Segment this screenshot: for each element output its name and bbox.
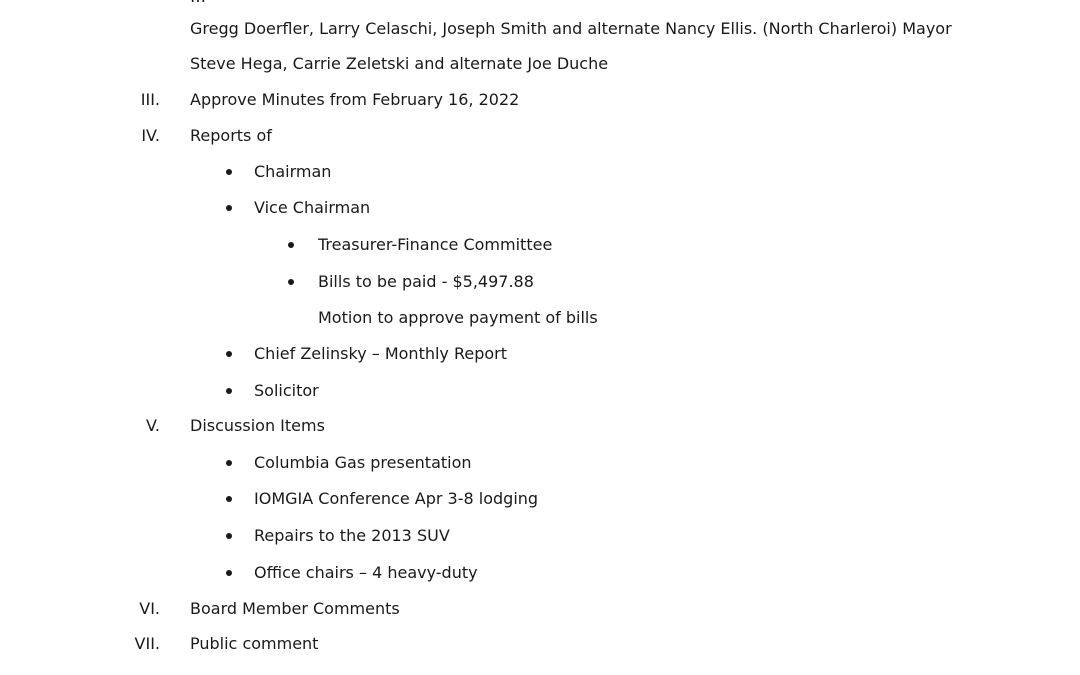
list-item-treasurer: Treasurer-Finance Committee — [318, 235, 553, 254]
bullet-icon — [226, 460, 232, 466]
list-item-columbia: Columbia Gas presentation — [254, 453, 472, 472]
item-vii-label: Public comment — [190, 634, 319, 653]
list-item-solicitor: Solicitor — [254, 381, 319, 400]
bullet-icon — [226, 496, 232, 502]
bullet-icon — [226, 570, 232, 576]
bullet-icon — [226, 533, 232, 539]
item-vi-label: Board Member Comments — [190, 599, 400, 618]
list-item-chief: Chief Zelinsky – Monthly Report — [254, 344, 508, 363]
bullet-icon — [288, 242, 294, 248]
item-v-label: Discussion Items — [190, 416, 325, 435]
list-item-iomgia: IOMGIA Conference Apr 3-8 lodging — [254, 489, 539, 508]
list-item-repairs: Repairs to the 2013 SUV — [254, 526, 450, 545]
roll-call-line-2: Steve Hega, Carrie Zeletski and alternate Joe Duche — [190, 54, 609, 73]
item-iv-numeral: IV. — [141, 126, 160, 145]
item-iii-numeral: III. — [140, 90, 160, 109]
item-vi-numeral: VI. — [139, 599, 160, 618]
list-item-chairs: Office chairs – 4 heavy-duty — [254, 563, 478, 582]
bullet-icon — [226, 169, 232, 175]
bullet-icon — [226, 351, 232, 357]
roll-call-line-1: Gregg Doerfler, Larry Celaschi, Joseph Smith and alternate Nancy Ellis. (North Charleroi) Mayor — [190, 19, 952, 38]
item-iv-label: Reports of — [190, 126, 272, 145]
list-item-bills: Bills to be paid - $5,497.88 — [318, 272, 534, 291]
item-vii-numeral: VII. — [134, 634, 160, 653]
list-item-chairman: Chairman — [254, 162, 332, 181]
motion-text: Motion to approve payment of bills — [318, 308, 598, 327]
roll-call-partial-line — [190, 0, 206, 8]
bullet-icon — [288, 279, 294, 285]
item-v-numeral: V. — [146, 416, 160, 435]
bullet-icon — [226, 205, 232, 211]
list-item-vice-chairman: Vice Chairman — [254, 198, 371, 217]
bullet-icon — [226, 388, 232, 394]
item-iii-label: Approve Minutes from February 16, 2022 — [190, 90, 520, 109]
